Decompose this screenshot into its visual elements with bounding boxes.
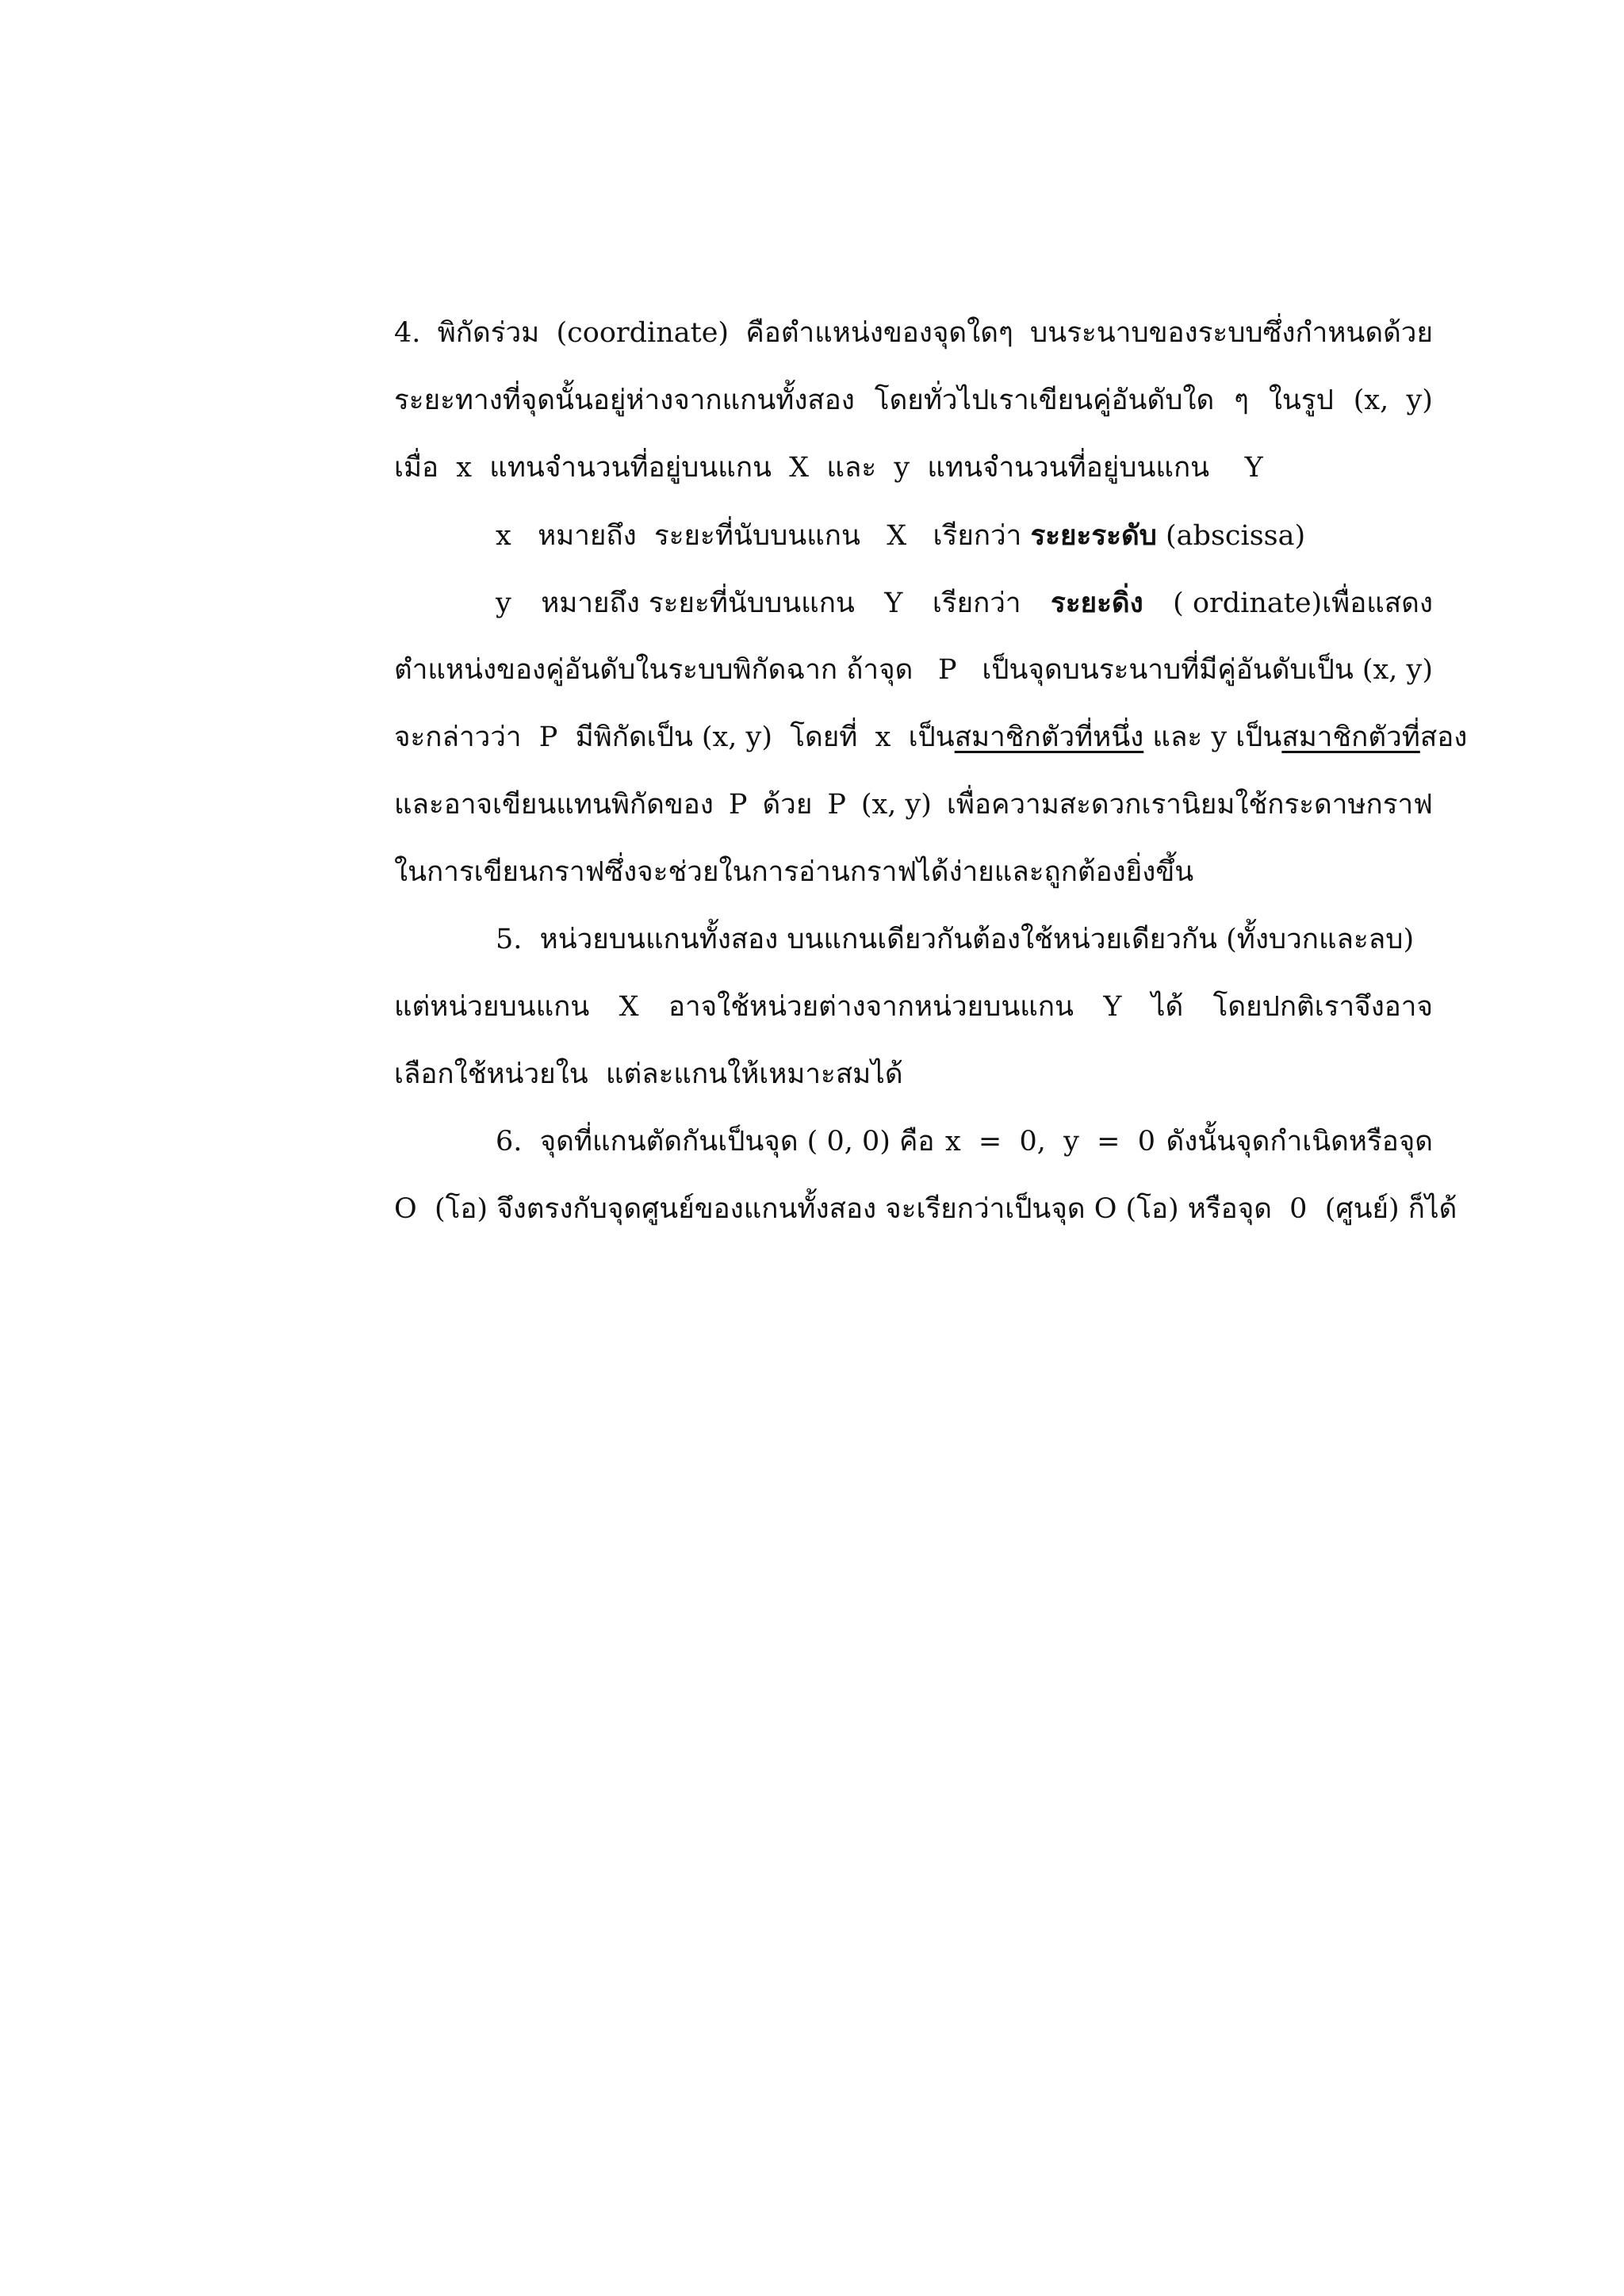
text-segment: สอง — [1419, 721, 1468, 753]
text-segment: 5. หน่วยบนแกนทั้งสอง บนแกนเดียวกันต้องใช้หน่วยเดียวกัน (ทั้งบวกและลบ) — [496, 924, 1415, 955]
text-segment: P — [827, 789, 846, 821]
text-segment: ในรูป — [1268, 385, 1334, 416]
text-segment: P — [728, 789, 748, 821]
text-line — [394, 839, 1433, 906]
text-segment: P — [938, 654, 957, 686]
text-segment: และ y เป็น — [1143, 721, 1282, 753]
text-line — [394, 502, 1433, 569]
text-line — [394, 434, 1433, 502]
bold-term: ระยะดิ่ง — [1051, 587, 1143, 619]
text-line — [394, 1041, 1433, 1108]
text-segment: เป็นจุดบนระนาบที่มีคู่อันดับเป็น (x, y) — [982, 654, 1433, 686]
text-segment: (coordinate) — [556, 317, 730, 349]
text-line — [394, 704, 1468, 771]
bold-term: ระยะระดับ — [1030, 519, 1157, 552]
text-segment: ( ordinate)เพื่อแสดง — [1173, 587, 1433, 619]
text-segment: O (โอ) จึงตรงกับจุดศูนย์ของแกนทั้งสอง จะเรียกว่าเป็นจุด O (โอ) หรือจุด 0 (ศูนย์) ก็ได้ — [394, 1193, 1457, 1225]
text-segment: อาจใช้หน่วยต่างจากหน่วยบนแกน — [668, 991, 1074, 1023]
text-segment: เพื่อความสะดวกเรานิยมใช้กระดาษกราฟ — [946, 789, 1433, 821]
text-segment: X — [619, 991, 639, 1023]
text-segment: ในการเขียนกราฟซึ่งจะช่วยในการอ่านกราฟได้ง่ายและถูกต้องยิ่งขึ้น — [394, 856, 1194, 888]
text-segment: บนระนาบของระบบซึ่งกำหนดด้วย — [1030, 317, 1433, 349]
text-segment: ตำแหน่งของคู่อันดับในระบบพิกัดฉาก ถ้าจุด — [394, 654, 914, 686]
text-segment: หมายถึง ระยะที่นับบนแกน — [541, 587, 855, 619]
text-segment: 6. จุดที่แกนตัดกันเป็นจุด ( 0, 0) คือ — [496, 1126, 935, 1158]
text-segment: ด้วย — [762, 789, 813, 821]
text-line — [394, 569, 1433, 637]
text-segment: ได้ — [1151, 991, 1184, 1023]
text-segment: โดยทั่วไปเราเขียนคู่อันดับใด — [874, 385, 1215, 416]
text-segment: x หมายถึง ระยะที่นับบนแกน X เรียกว่า — [496, 520, 1031, 552]
text-segment: ระยะทางที่จุดนั้นอยู่ห่างจากแกนทั้งสอง — [394, 385, 855, 416]
document-body — [394, 300, 1468, 1243]
text-line — [394, 367, 1433, 434]
text-line — [394, 1176, 1457, 1243]
text-line — [394, 906, 1433, 974]
text-segment: y — [496, 587, 511, 619]
text-segment: ๆ — [1234, 385, 1249, 416]
text-line — [394, 1108, 1433, 1176]
text-segment: Y — [1103, 991, 1122, 1023]
text-segment: Y — [884, 587, 903, 619]
text-segment: พิกัดร่วม — [437, 317, 540, 349]
text-segment: (x, y) — [860, 789, 932, 821]
text-segment: ดังนั้นจุดกำเนิดหรือจุด — [1166, 1126, 1433, 1158]
text-segment: โดยปกติเราจึงอาจ — [1212, 991, 1433, 1023]
text-line — [394, 300, 1433, 367]
text-segment: คือตำแหน่งของจุดใดๆ — [745, 317, 1013, 349]
text-segment: 4. — [394, 317, 421, 349]
text-segment: เรียกว่า — [932, 587, 1021, 619]
text-segment: เมื่อ x แทนจำนวนที่อยู่บนแกน X และ y แทนจำนวนที่อยู่บนแกน Y — [394, 452, 1263, 484]
underlined-term: สมาชิกตัวที่หนึ่ง — [954, 721, 1144, 753]
text-segment: (abscissa) — [1156, 520, 1306, 552]
text-segment: แต่หน่วยบนแกน — [394, 991, 590, 1023]
text-line — [394, 771, 1433, 839]
text-segment: จะกล่าวว่า P มีพิกัดเป็น (x, y) โดยที่ x เป็น — [394, 721, 955, 753]
text-line — [394, 637, 1433, 704]
text-segment: (x, y) — [1353, 385, 1433, 416]
text-line — [394, 974, 1433, 1041]
underlined-term: สมาชิกตัวที่ — [1281, 721, 1420, 753]
text-segment: x = 0, y = 0 — [944, 1126, 1156, 1158]
text-segment: เลือกใช้หน่วยใน แต่ละแกนให้เหมาะสมได้ — [394, 1058, 903, 1090]
text-segment: และอาจเขียนแทนพิกัดของ — [394, 789, 714, 821]
